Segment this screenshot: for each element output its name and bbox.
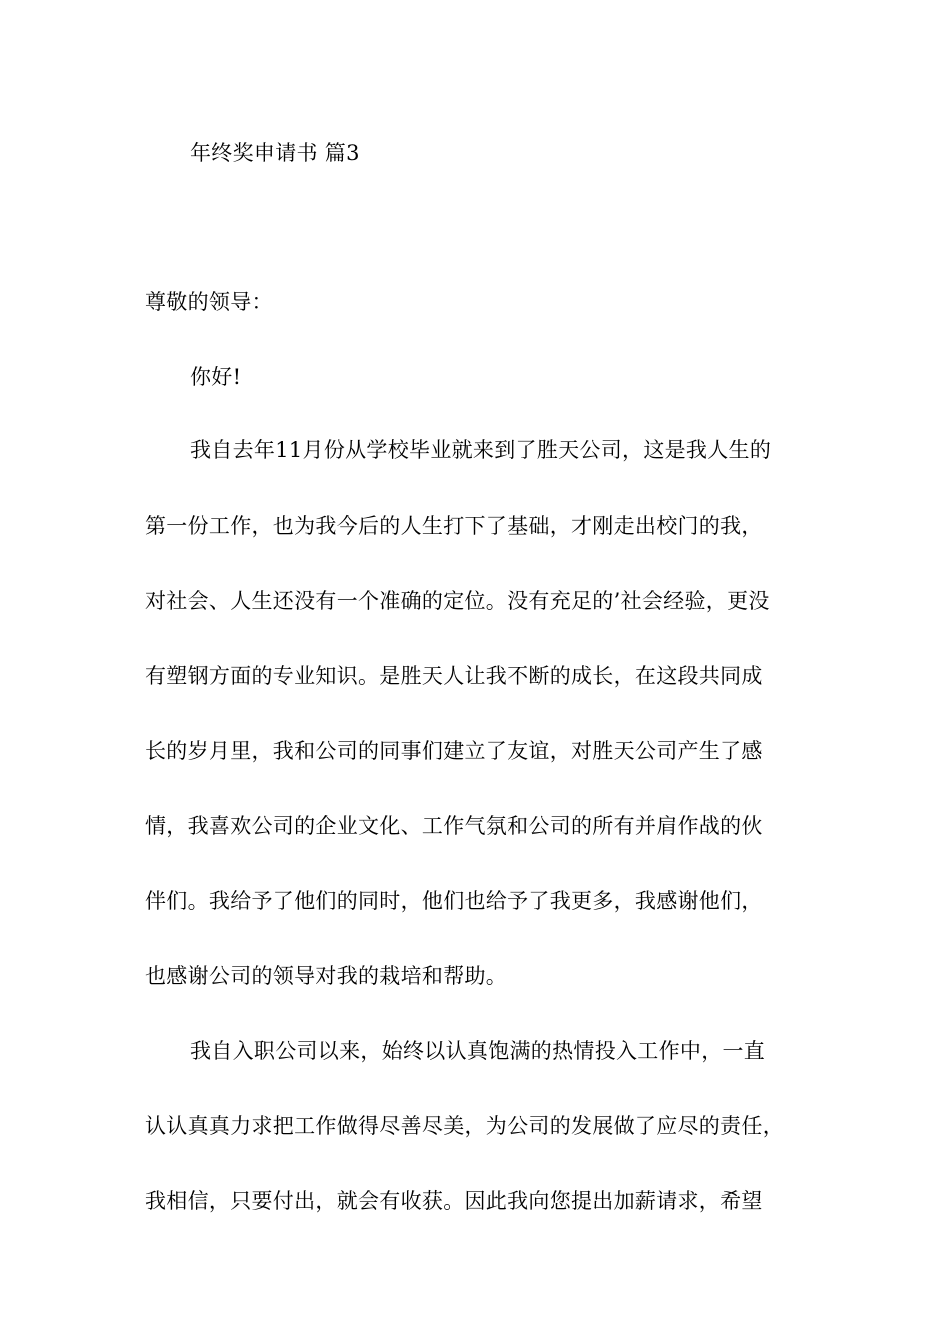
salutation: 尊敬的领导： [145,290,273,314]
paragraph-line: 伴们。我给予了他们的同时，他们也给予了我更多，我感谢他们， [145,889,763,913]
paragraph-line: 我相信，只要付出，就会有收获。因此我向您提出加薪请求，希望 [145,1189,763,1213]
greeting: 你好! [190,365,242,389]
document-title: 年终奖申请书 篇3 [190,141,360,165]
paragraph-line: 长的岁月里，我和公司的同事们建立了友谊，对胜天公司产生了感 [145,739,763,763]
paragraph-line: 认认真真力求把工作做得尽善尽美，为公司的发展做了应尽的责任， [145,1114,784,1138]
paragraph-line: 对社会、人生还没有一个准确的定位。没有充足的’社会经验，更没 [145,589,770,613]
paragraph-line: 有塑钢方面的专业知识。是胜天人让我不断的成长，在这段共同成 [145,664,763,688]
paragraph-line: 我自去年11月份从学校毕业就来到了胜天公司，这是我人生的 [190,438,772,462]
paragraph-line: 第一份工作，也为我今后的人生打下了基础，才刚走出校门的我， [145,514,763,538]
paragraph-line: 也感谢公司的领导对我的栽培和帮助。 [145,964,508,988]
paragraph-line: 我自入职公司以来，始终以认真饱满的热情投入工作中，一直 [190,1039,766,1063]
paragraph-line: 情，我喜欢公司的企业文化、工作气氛和公司的所有并肩作战的伙 [145,814,763,838]
